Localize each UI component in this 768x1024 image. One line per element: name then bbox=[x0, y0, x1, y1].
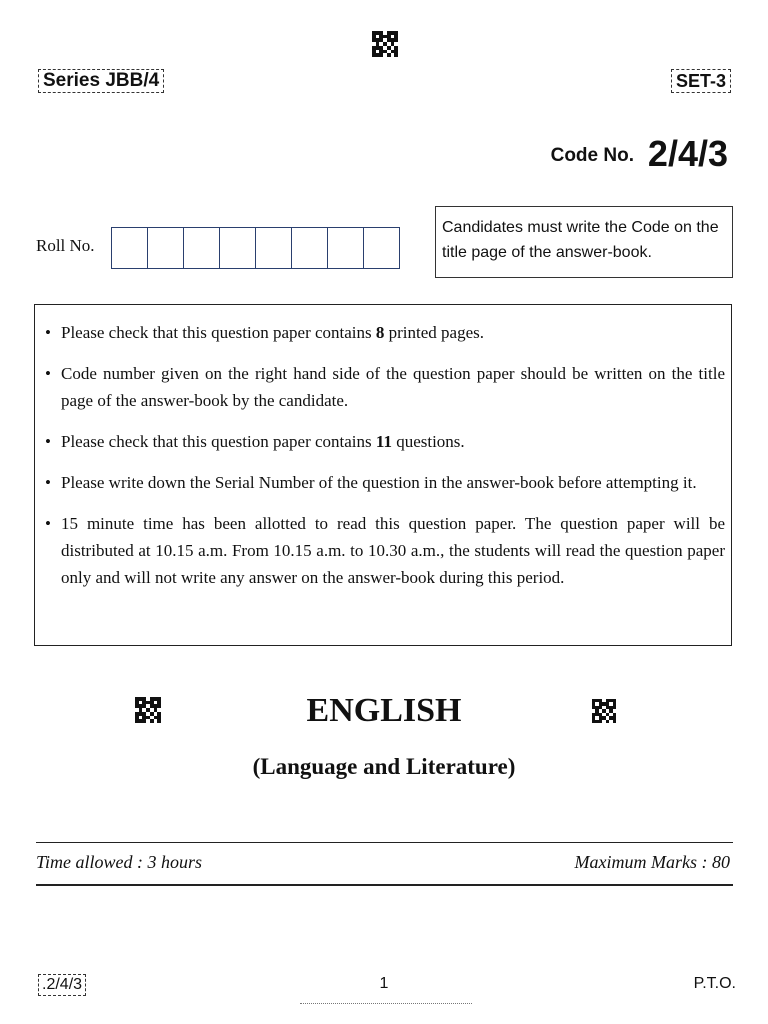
instructions-list bbox=[43, 319, 725, 591]
instruction-item: • 15 minute time has been allotted to read this question paper. The question paper will be distributed at 10.15 a.m. From 10.15 a.m. to 10.30 a.m., the students will read the question paper only and will not write any answer on the answer-book during this period. bbox=[43, 510, 725, 591]
maximum-marks: Maximum Marks : 80 bbox=[574, 852, 730, 872]
set-label: SET-3 bbox=[671, 69, 731, 93]
time-allowed: Time allowed : 3 hours bbox=[36, 852, 203, 872]
divider bbox=[36, 842, 733, 843]
roll-number-box bbox=[112, 228, 148, 268]
pto-label: P.T.O. bbox=[693, 975, 736, 992]
roll-number-box bbox=[292, 228, 328, 268]
instruction-item: • Please check that this question paper contains 8 printed pages. bbox=[43, 319, 725, 346]
roll-number-box bbox=[148, 228, 184, 268]
code-value: 2/4/3 bbox=[647, 133, 728, 174]
series-label: Series JBB/4 bbox=[38, 69, 164, 93]
instructions-box bbox=[34, 304, 732, 646]
page-number: 1 bbox=[379, 975, 389, 992]
roll-number-box bbox=[328, 228, 364, 268]
roll-number-box bbox=[364, 228, 399, 268]
footer-code: .2/4/3 bbox=[38, 974, 86, 996]
qr-code-icon bbox=[372, 31, 398, 57]
roll-number-label: Roll No. bbox=[36, 236, 95, 255]
candidate-notice: Candidates must write the Code on the title page of the answer-book. bbox=[435, 206, 733, 278]
subject-subtitle: (Language and Literature) bbox=[252, 754, 516, 779]
roll-number-boxes bbox=[111, 227, 400, 269]
divider bbox=[36, 884, 733, 886]
roll-number-box bbox=[220, 228, 256, 268]
code-label: Code No. bbox=[550, 145, 634, 166]
roll-number-box bbox=[256, 228, 292, 268]
instruction-item: • Please write down the Serial Number of the question in the answer-book before attempting it. bbox=[43, 469, 725, 496]
roll-number-box bbox=[184, 228, 220, 268]
instruction-item: • Please check that this question paper contains 11 questions. bbox=[43, 428, 725, 455]
micro-text-line bbox=[300, 1003, 472, 1006]
instruction-item: • Code number given on the right hand side of the question paper should be written on the title page of the answer-book by the candidate. bbox=[43, 360, 725, 414]
subject-title: ENGLISH bbox=[306, 692, 462, 729]
